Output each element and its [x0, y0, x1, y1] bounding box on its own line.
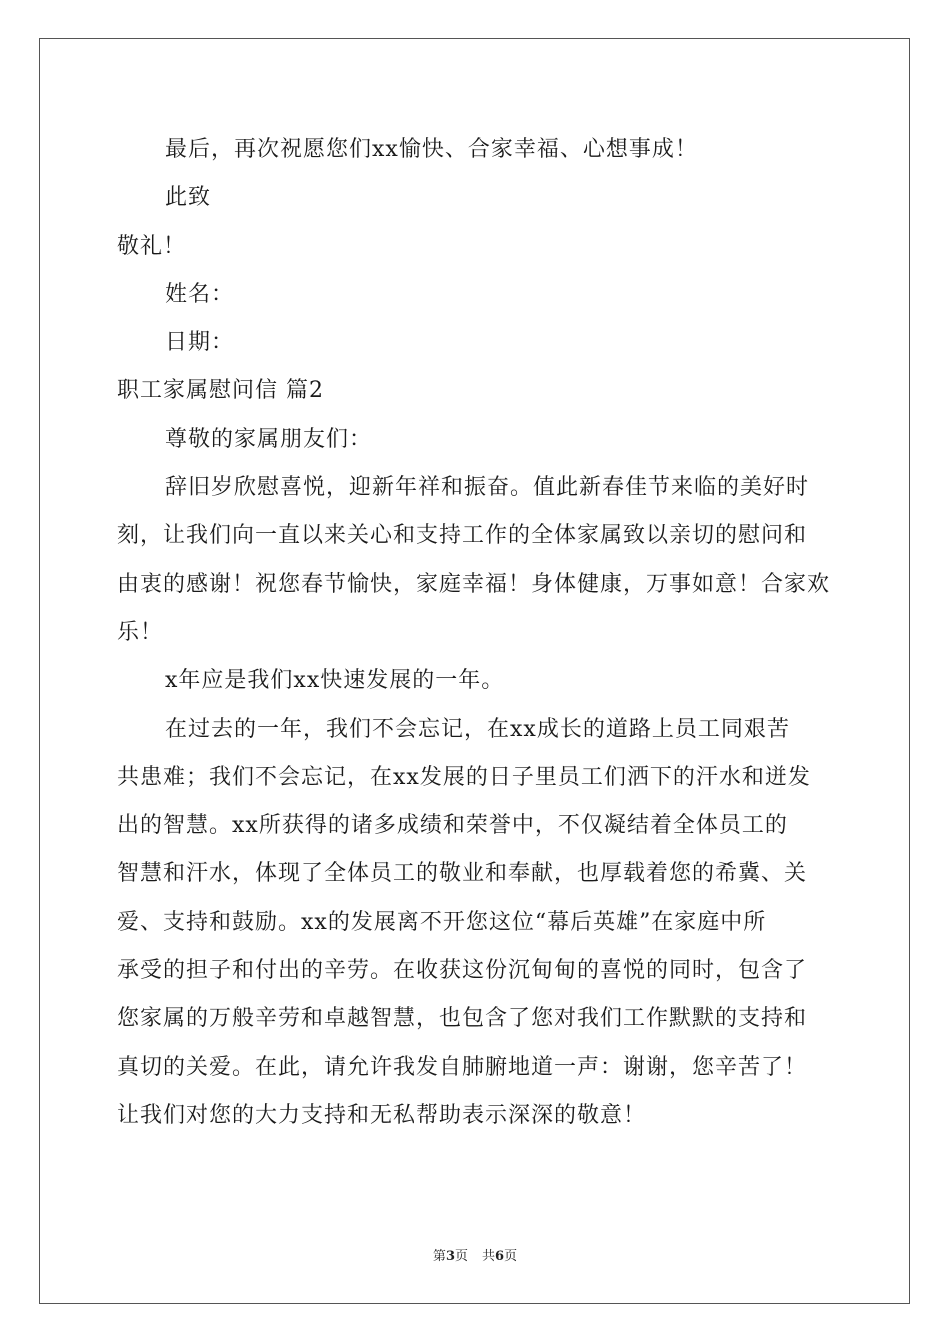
page-total-suffix: 页: [504, 1249, 518, 1264]
paragraph-1-line: 辞旧岁欣慰喜悦，迎新年祥和振奋。值此新春佳节来临的美好时: [165, 475, 810, 501]
page-number-prefix: 第: [432, 1249, 446, 1264]
greeting: 尊敬的家属朋友们：: [165, 426, 373, 452]
paragraph-1-line: 由衷的感谢！祝您春节愉快，家庭幸福！身体健康，万事如意！合家欢: [117, 571, 831, 597]
salutation-line-2: 敬礼！: [117, 233, 187, 259]
page-number-suffix: 页: [454, 1249, 468, 1264]
paragraph-1-line: 刻，让我们向一直以来关心和支持工作的全体家属致以亲切的慰问和: [117, 523, 808, 549]
paragraph-3-line: 您家属的万般辛劳和卓越智慧，也包含了您对我们工作默默的支持和: [117, 1006, 808, 1032]
closing-wish: 最后，再次祝愿您们xx愉快、合家幸福、心想事成！: [165, 137, 698, 162]
paragraph-3-line: 真切的关爱。在此，请允许我发自肺腑地道一声：谢谢，您辛苦了！: [117, 1054, 808, 1080]
paragraph-3-line: 共患难；我们不会忘记，在xx发展的日子里员工们洒下的汗水和迸发: [117, 764, 811, 790]
page-total-prefix: 共: [482, 1249, 496, 1264]
section-title: 职工家属慰问信 篇2: [117, 378, 324, 404]
paragraph-3-line: 出的智慧。xx所获得的诸多成绩和荣誉中，不仅凝结着全体员工的: [117, 813, 788, 839]
salutation-line-1: 此致: [165, 185, 212, 211]
paragraph-1-line: 乐！: [117, 619, 164, 645]
page-total: 6: [495, 1249, 505, 1264]
paragraph-3-line: 爱、支持和鼓励。xx的发展离不开您这位“幕后英雄”在家庭中所: [117, 909, 767, 935]
paragraph-3-line: 智慧和汗水，体现了全体员工的敬业和奉献，也厚载着您的希冀、关: [117, 861, 808, 887]
paragraph-3-line: 让我们对您的大力支持和无私帮助表示深深的敬意！: [117, 1102, 647, 1128]
date-label: 日期：: [165, 330, 235, 356]
paragraph-2: x年应是我们xx快速发展的一年。: [165, 668, 505, 694]
page-footer: [0, 1247, 950, 1267]
name-label: 姓名：: [165, 281, 235, 307]
page-number-current: 3: [445, 1249, 455, 1264]
document-body: [117, 126, 839, 1140]
paragraph-3-line: 承受的担子和付出的辛劳。在收获这份沉甸甸的喜悦的同时，包含了: [117, 958, 808, 984]
paragraph-3-line: 在过去的一年，我们不会忘记，在xx成长的道路上员工同艰苦: [165, 716, 790, 742]
